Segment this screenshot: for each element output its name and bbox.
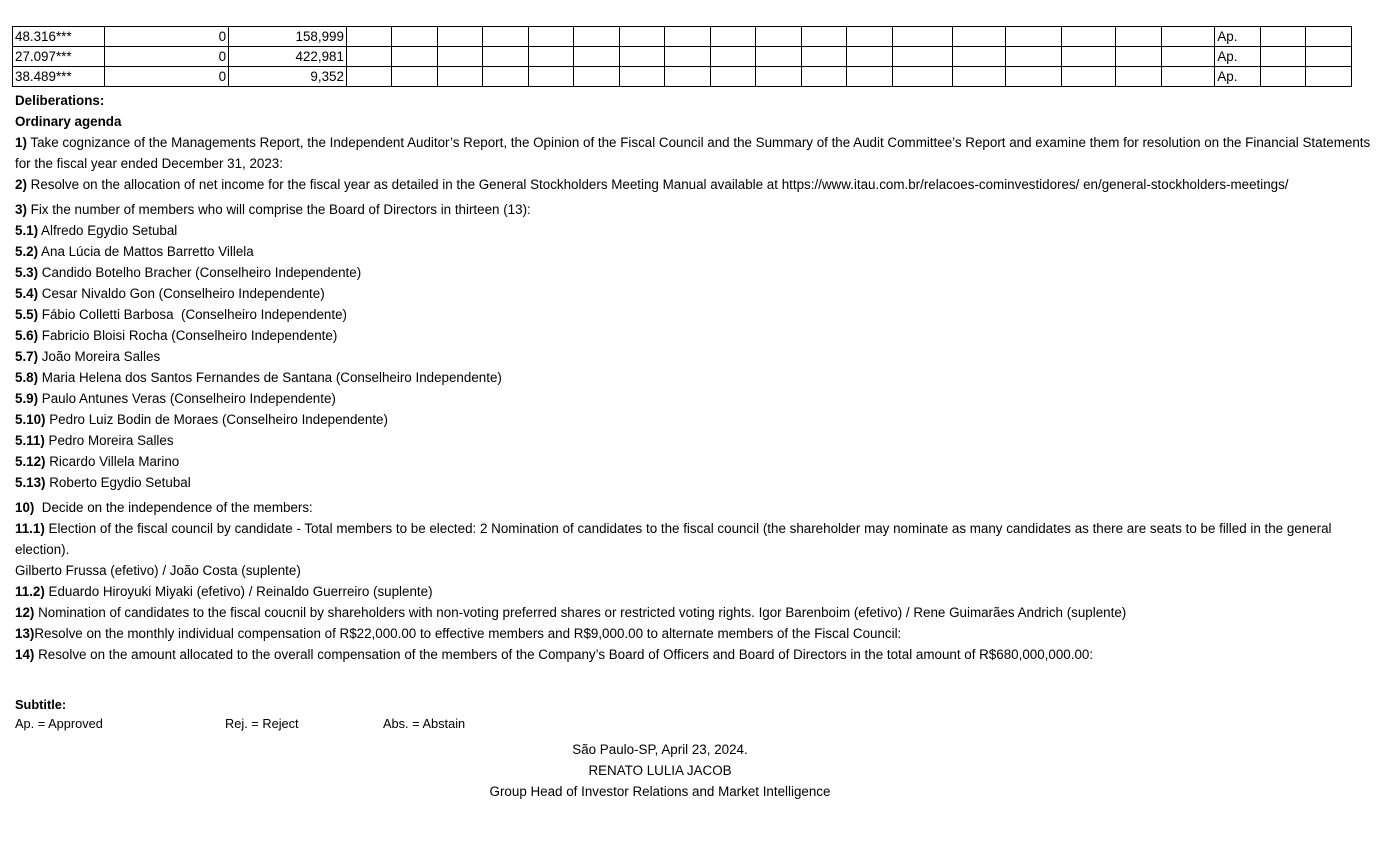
empty-cell (483, 27, 528, 47)
agenda-item (15, 644, 1375, 665)
empty-cell (665, 67, 710, 87)
empty-cell (483, 67, 528, 87)
table-row (13, 47, 1352, 67)
empty-cell (1260, 67, 1305, 87)
empty-cell (574, 67, 619, 87)
agenda-item (15, 174, 1375, 195)
agenda-item-text: Election of the fiscal council by candidate - Total members to be elected: 2 Nomination of candidates to the fiscal council (the shareholder may nominate as many candidates as there are seats to be filled in the general election). (15, 521, 1336, 557)
agenda-item-text: Pedro Moreira Salles (44, 433, 174, 448)
agenda-item-text: Roberto Egydio Setubal (45, 475, 191, 490)
agenda-item-text: Resolve on the monthly individual compensation of R$22,000.00 to effective members and R$9,000.00 to alternate members of the Fiscal Council: (34, 626, 902, 641)
empty-cell (756, 67, 801, 87)
empty-cell (665, 47, 710, 67)
empty-cell (847, 47, 892, 67)
empty-cell (952, 47, 1006, 67)
agenda-item-number: 11.2) (15, 584, 45, 599)
empty-cell (1161, 67, 1215, 87)
ordinary-agenda-heading: Ordinary agenda (15, 114, 122, 129)
empty-cell (892, 47, 952, 67)
empty-cell (847, 67, 892, 87)
agenda-item (15, 367, 1375, 388)
empty-cell (392, 47, 437, 67)
empty-cell (1116, 47, 1161, 67)
agenda-item-text: Resolve on the allocation of net income for the fiscal year as detailed in the General Stockholders Meeting Manual available at https://www.itau.com.br/relacoes-cominvestidores/ en/general-stockholders-meetings/ (26, 177, 1289, 192)
empty-cell (952, 67, 1006, 87)
shareholder-id-cell: 48.316*** (13, 27, 105, 47)
agenda-item-text: Fabricio Bloisi Rocha (Conselheiro Independente) (38, 328, 338, 343)
signer-name: RENATO LULIA JACOB (588, 763, 732, 778)
agenda-item-number: 5.12) (15, 454, 46, 469)
agenda-item (15, 346, 1375, 367)
agenda-item-number: 5.10) (15, 412, 46, 427)
agenda-item (15, 132, 1375, 174)
agenda-items-list (15, 132, 1375, 665)
agenda-item-text: Candido Botelho Bracher (Conselheiro Independente) (38, 265, 362, 280)
agenda-item-text: Maria Helena dos Santos Fernandes de Santana (Conselheiro Independente) (38, 370, 502, 385)
agenda-item-text: Resolve on the amount allocated to the overall compensation of the members of the Company’s Board of Officers and Board of Directors in the total amount of R$680,000,000.00: (34, 647, 1094, 662)
zero-cell: 0 (105, 47, 229, 67)
subtitle-legend (15, 697, 466, 736)
empty-cell (619, 67, 664, 87)
empty-cell (1306, 27, 1352, 47)
agenda-item-text: Nomination of candidates to the fiscal coucnil by shareholders with non-voting preferred shares or restricted voting rights. Igor Barenboim (efetivo) / Rene Guimarães Andrich (suplente) (34, 605, 1127, 620)
agenda-item (15, 560, 1375, 581)
agenda-item (15, 283, 1375, 304)
empty-cell (574, 27, 619, 47)
agenda-item-text: Ana Lúcia de Mattos Barretto Villela (38, 244, 254, 259)
agenda-item (15, 220, 1375, 241)
agenda-item-number: 12) (15, 605, 35, 620)
legend-reject: Rej. = Reject (225, 716, 299, 731)
empty-cell (528, 27, 573, 47)
agenda-item-text: Gilberto Frussa (efetivo) / João Costa (suplente) (15, 563, 301, 578)
empty-cell (483, 47, 528, 67)
agenda-item-number: 5.9) (15, 391, 39, 406)
agenda-item-text: Pedro Luiz Bodin de Moraes (Conselheiro Independente) (45, 412, 388, 427)
deliberations-heading: Deliberations: (15, 93, 105, 108)
signature-block (460, 739, 860, 802)
agenda-item-number: 10) (15, 500, 35, 515)
place-date: São Paulo-SP, April 23, 2024. (572, 742, 748, 757)
empty-cell (710, 47, 755, 67)
agenda-item (15, 602, 1375, 623)
empty-cell (528, 67, 573, 87)
shares-cell: 422,981 (229, 47, 347, 67)
empty-cell (1006, 47, 1062, 67)
deliberations-section (15, 90, 1375, 665)
agenda-item (15, 409, 1375, 430)
agenda-item (15, 241, 1375, 262)
agenda-item (15, 199, 1375, 220)
empty-cell (619, 47, 664, 67)
empty-cell (1306, 67, 1352, 87)
empty-cell (392, 27, 437, 47)
agenda-item-number: 14) (15, 647, 35, 662)
agenda-item-text: Paulo Antunes Veras (Conselheiro Independente) (38, 391, 336, 406)
empty-cell (346, 67, 391, 87)
empty-cell (1062, 27, 1116, 47)
agenda-item-number: 11.1) (15, 521, 45, 536)
zero-cell: 0 (105, 27, 229, 47)
agenda-item-text: Fix the number of members who will comprise the Board of Directors in thirteen (13): (26, 202, 531, 217)
agenda-item-number: 5.13) (15, 475, 46, 490)
empty-cell (574, 47, 619, 67)
empty-cell (619, 27, 664, 47)
empty-cell (437, 67, 482, 87)
vote-cell: Ap. (1215, 47, 1260, 67)
agenda-item-number: 5.8) (15, 370, 39, 385)
empty-cell (1161, 27, 1215, 47)
agenda-item (15, 304, 1375, 325)
shares-cell: 9,352 (229, 67, 347, 87)
empty-cell (801, 27, 846, 47)
vote-cell: Ap. (1215, 27, 1260, 47)
table-row (13, 27, 1352, 47)
empty-cell (528, 47, 573, 67)
empty-cell (665, 27, 710, 47)
agenda-item-number: 13) (15, 626, 35, 641)
shares-cell: 158,999 (229, 27, 347, 47)
agenda-item (15, 581, 1375, 602)
empty-cell (756, 27, 801, 47)
empty-cell (1260, 27, 1305, 47)
agenda-item (15, 497, 1375, 518)
empty-cell (892, 27, 952, 47)
shareholder-id-cell: 38.489*** (13, 67, 105, 87)
empty-cell (1006, 67, 1062, 87)
agenda-item-number: 5.2) (15, 244, 39, 259)
zero-cell: 0 (105, 67, 229, 87)
agenda-item-text: Fábio Colletti Barbosa (Conselheiro Independente) (38, 307, 347, 322)
empty-cell (801, 67, 846, 87)
agenda-item-number: 2) (15, 177, 27, 192)
agenda-item (15, 262, 1375, 283)
empty-cell (1306, 47, 1352, 67)
signer-role: Group Head of Investor Relations and Market Intelligence (489, 784, 831, 799)
empty-cell (437, 47, 482, 67)
empty-cell (801, 47, 846, 67)
empty-cell (847, 27, 892, 47)
subtitle-heading: Subtitle: (15, 697, 67, 712)
empty-cell (710, 27, 755, 47)
agenda-item-number: 5.6) (15, 328, 39, 343)
agenda-item-number: 5.3) (15, 265, 39, 280)
vote-cell: Ap. (1215, 67, 1260, 87)
table-row (13, 67, 1352, 87)
empty-cell (392, 67, 437, 87)
agenda-item-number: 5.7) (15, 349, 39, 364)
empty-cell (1006, 27, 1062, 47)
legend-approved: Ap. = Approved (15, 716, 103, 731)
agenda-item-text: Ricardo Villela Marino (45, 454, 180, 469)
agenda-item-text: Take cognizance of the Managements Report, the Independent Auditor’s Report, the Opinion of the Fiscal Council and the Summary of the Audit Committee’s Report and examine them for resolution on the Financial Statements for the fiscal year ended December 31, 2023: (15, 135, 1374, 171)
empty-cell (346, 27, 391, 47)
agenda-item-number: 5.11) (15, 433, 45, 448)
agenda-item (15, 325, 1375, 346)
empty-cell (1062, 47, 1116, 67)
empty-cell (952, 27, 1006, 47)
legend-abstain: Abs. = Abstain (383, 716, 466, 731)
empty-cell (346, 47, 391, 67)
empty-cell (437, 27, 482, 47)
agenda-item-number: 3) (15, 202, 27, 217)
agenda-item (15, 388, 1375, 409)
empty-cell (1116, 67, 1161, 87)
votes-table (12, 26, 1352, 87)
agenda-item-number: 1) (15, 135, 27, 150)
agenda-item (15, 623, 1375, 644)
empty-cell (756, 47, 801, 67)
agenda-item-text: Alfredo Egydio Setubal (38, 223, 178, 238)
agenda-item-text: João Moreira Salles (38, 349, 161, 364)
empty-cell (1161, 47, 1215, 67)
empty-cell (1062, 67, 1116, 87)
empty-cell (892, 67, 952, 87)
empty-cell (710, 67, 755, 87)
shareholder-id-cell: 27.097*** (13, 47, 105, 67)
agenda-item (15, 451, 1375, 472)
agenda-item-number: 5.4) (15, 286, 39, 301)
agenda-item (15, 430, 1375, 451)
agenda-item-number: 5.1) (15, 223, 39, 238)
agenda-item (15, 472, 1375, 493)
empty-cell (1260, 47, 1305, 67)
agenda-item-text: Eduardo Hiroyuki Miyaki (efetivo) / Reinaldo Guerreiro (suplente) (44, 584, 433, 599)
agenda-item-text: Cesar Nivaldo Gon (Conselheiro Independente) (38, 286, 325, 301)
agenda-item (15, 518, 1375, 560)
agenda-item-number: 5.5) (15, 307, 39, 322)
agenda-item-text: Decide on the independence of the members: (34, 500, 313, 515)
empty-cell (1116, 27, 1161, 47)
